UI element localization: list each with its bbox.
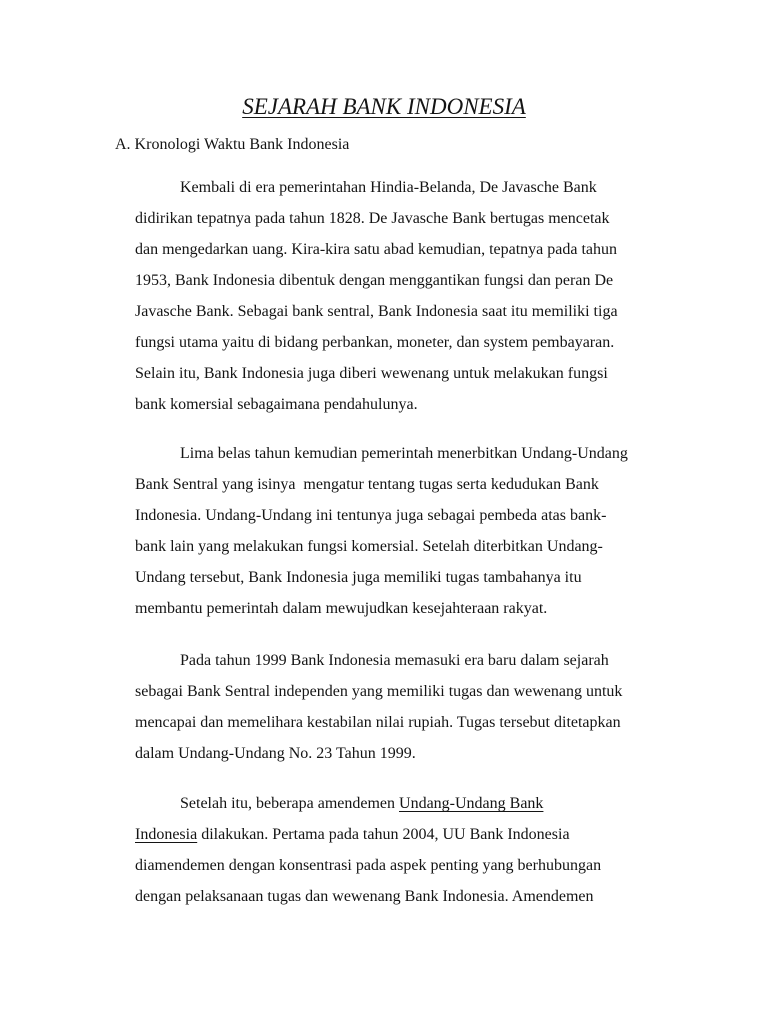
paragraph-line: Lima belas tahun kemudian pemerintah menerbitkan Undang-Undang bbox=[180, 445, 628, 462]
line-text: dilakukan. Pertama pada tahun 2004, UU Bank Indonesia bbox=[197, 826, 570, 843]
paragraph-4 bbox=[135, 788, 695, 912]
paragraph-line: Selain itu, Bank Indonesia juga diberi wewenang untuk melakukan fungsi bbox=[135, 365, 608, 382]
paragraph-line: Undang tersebut, Bank Indonesia juga memiliki tugas tambahanya itu bbox=[135, 569, 582, 586]
paragraph-line: 1953, Bank Indonesia dibentuk dengan menggantikan fungsi dan peran De bbox=[135, 272, 614, 289]
paragraph-line: mencapai dan memelihara kestabilan nilai rupiah. Tugas tersebut ditetapkan bbox=[135, 714, 621, 731]
paragraph-line bbox=[135, 788, 695, 819]
paragraph-line: dengan pelaksanaan tugas dan wewenang Bank Indonesia. Amendemen bbox=[135, 888, 594, 905]
undang-undang-link[interactable]: Undang-Undang Bank bbox=[399, 795, 544, 812]
paragraph-2 bbox=[135, 438, 695, 624]
section-heading: A. Kronologi Waktu Bank Indonesia bbox=[115, 136, 350, 153]
paragraph-line: Kembali di era pemerintahan Hindia-Belanda, De Javasche Bank bbox=[180, 179, 597, 196]
paragraph-line: Bank Sentral yang isinya mengatur tentang tugas serta kedudukan Bank bbox=[135, 476, 599, 493]
paragraph-line: sebagai Bank Sentral independen yang memiliki tugas dan wewenang untuk bbox=[135, 683, 623, 700]
paragraph-line bbox=[135, 819, 695, 850]
paragraph-3 bbox=[135, 645, 695, 769]
paragraph-line: Javasche Bank. Sebagai bank sentral, Bank Indonesia saat itu memiliki tiga bbox=[135, 303, 618, 320]
paragraph-line: Indonesia. Undang-Undang ini tentunya juga sebagai pembeda atas bank- bbox=[135, 507, 607, 524]
paragraph-line: Pada tahun 1999 Bank Indonesia memasuki era baru dalam sejarah bbox=[180, 652, 609, 669]
paragraph-line: bank komersial sebagaimana pendahulunya. bbox=[135, 396, 418, 413]
paragraph-line: dan mengedarkan uang. Kira-kira satu abad kemudian, tepatnya pada tahun bbox=[135, 241, 618, 258]
paragraph-1 bbox=[135, 172, 695, 420]
paragraph-line: didirikan tepatnya pada tahun 1828. De Javasche Bank bertugas mencetak bbox=[135, 210, 610, 227]
paragraph-line: fungsi utama yaitu di bidang perbankan, moneter, dan system pembayaran. bbox=[135, 334, 615, 351]
paragraph-line: bank lain yang melakukan fungsi komersial. Setelah diterbitkan Undang- bbox=[135, 538, 603, 555]
paragraph-line: membantu pemerintah dalam mewujudkan kesejahteraan rakyat. bbox=[135, 600, 548, 617]
paragraph-line: dalam Undang-Undang No. 23 Tahun 1999. bbox=[135, 745, 416, 762]
paragraph-line: diamendemen dengan konsentrasi pada aspek penting yang berhubungan bbox=[135, 857, 602, 874]
indonesia-link[interactable]: Indonesia bbox=[135, 826, 198, 843]
page-title: SEJARAH BANK INDONESIA bbox=[242, 94, 526, 119]
line-text: Setelah itu, beberapa amendemen bbox=[180, 795, 400, 812]
